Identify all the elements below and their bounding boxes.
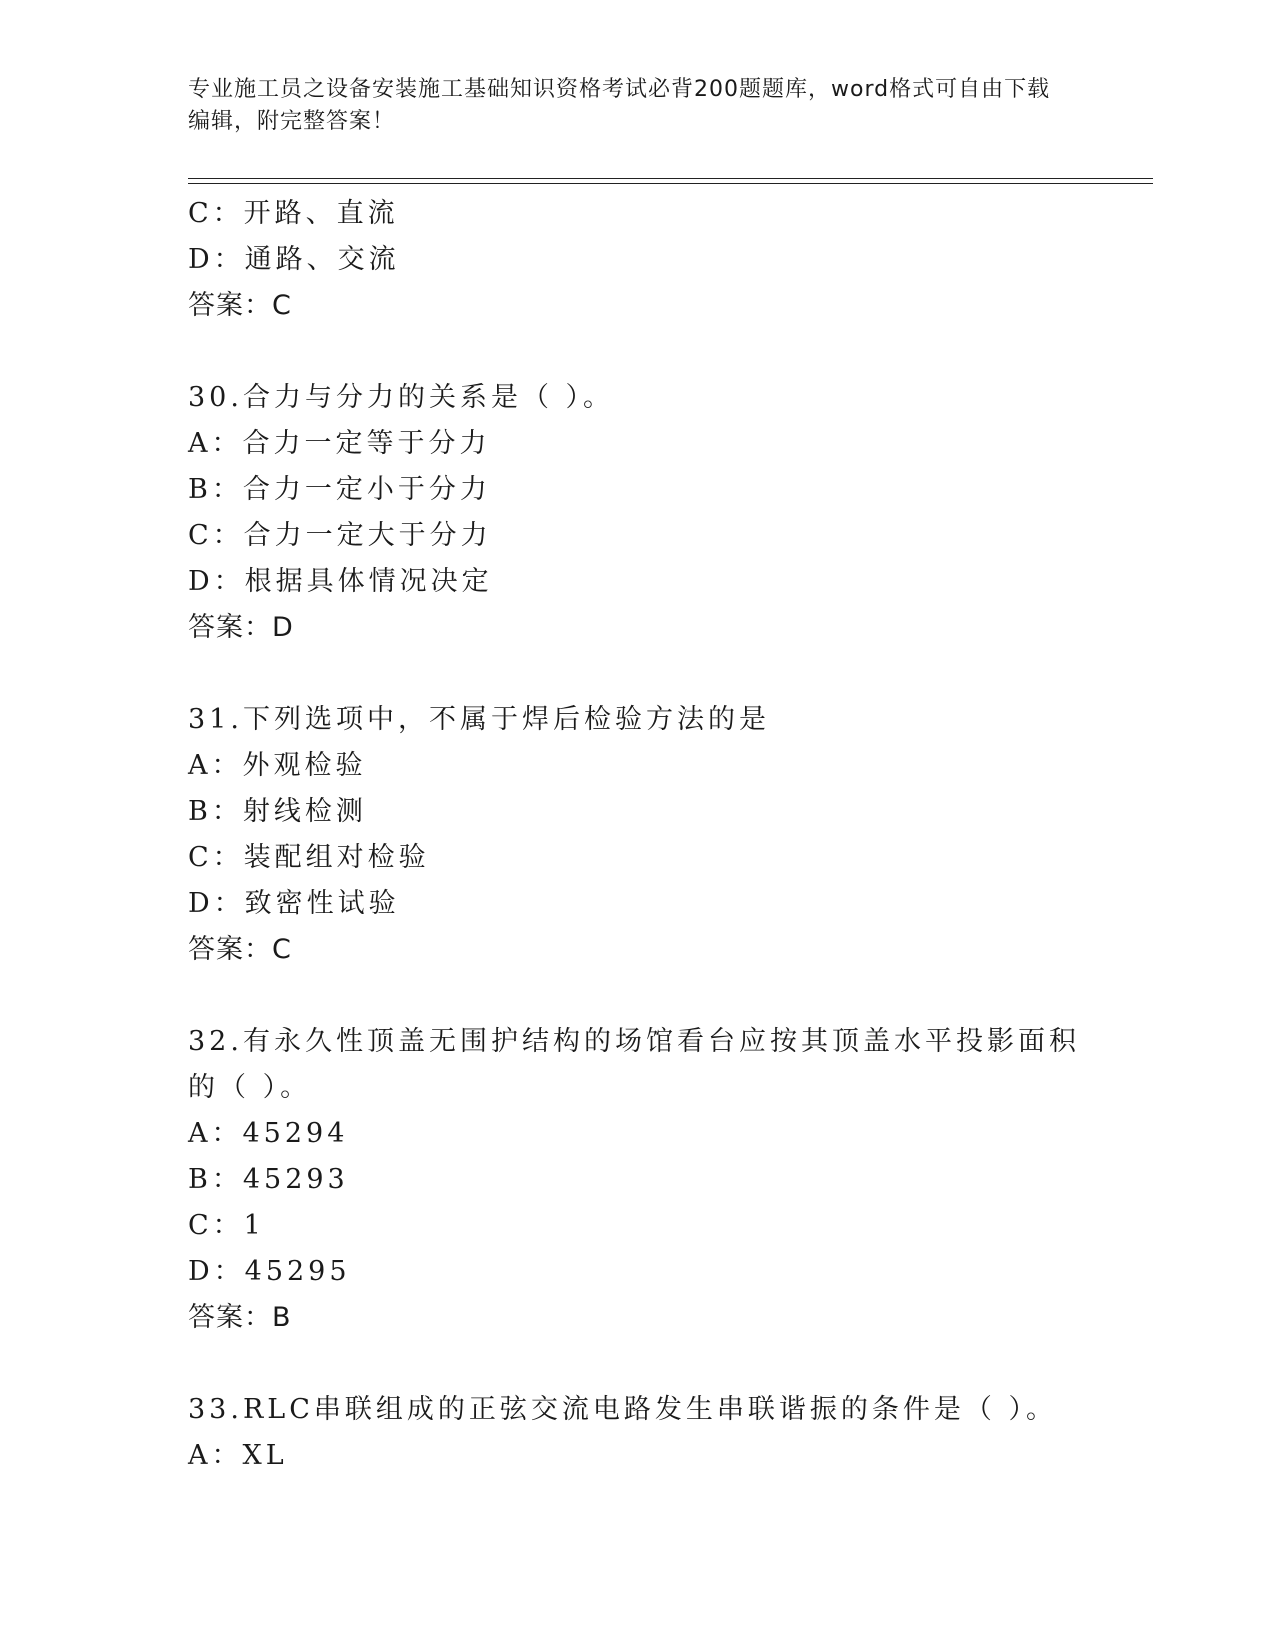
option-a: A：外观检验 xyxy=(188,750,367,781)
option-d: D：45295 xyxy=(188,1256,351,1287)
spacer xyxy=(188,1341,1088,1387)
question-33: 33.RLC串联组成的正弦交流电路发生串联谐振的条件是（ ）。 xyxy=(188,1394,1057,1425)
option-a: A：合力一定等于分力 xyxy=(188,428,491,459)
answer: 答案：D xyxy=(188,612,294,643)
option-c: C：装配组对检验 xyxy=(188,842,430,873)
answer: 答案：B xyxy=(188,1302,292,1333)
option-b: B：45293 xyxy=(188,1164,349,1195)
option-c: C：开路、直流 xyxy=(188,198,399,229)
spacer xyxy=(188,329,1088,375)
question-list xyxy=(188,191,1088,1479)
option-a: A：45294 xyxy=(188,1118,349,1149)
answer: 答案：C xyxy=(188,290,292,321)
question-30: 30.合力与分力的关系是（ ）。 xyxy=(188,382,615,413)
option-d: D：致密性试验 xyxy=(188,888,400,919)
spacer xyxy=(188,651,1088,697)
option-a: A：XL xyxy=(188,1440,288,1471)
question-31: 31.下列选项中，不属于焊后检验方法的是 xyxy=(188,704,770,735)
option-d: D：通路、交流 xyxy=(188,244,400,275)
document-header: 专业施工员之设备安装施工基础知识资格考试必背200题题库，word格式可自由下载编辑，附完整答案！ xyxy=(188,77,1051,134)
option-c: C：1 xyxy=(188,1210,265,1241)
answer: 答案：C xyxy=(188,934,292,965)
option-b: B：合力一定小于分力 xyxy=(188,474,491,505)
header-divider-bottom xyxy=(188,183,1153,184)
option-d: D：根据具体情况决定 xyxy=(188,566,493,597)
option-c: C：合力一定大于分力 xyxy=(188,520,492,551)
header-divider-top xyxy=(188,178,1153,179)
option-b: B：射线检测 xyxy=(188,796,367,827)
spacer xyxy=(188,973,1088,1019)
question-32: 32.有永久性顶盖无围护结构的场馆看台应按其顶盖水平投影面积的（ ）。 xyxy=(188,1026,1080,1103)
